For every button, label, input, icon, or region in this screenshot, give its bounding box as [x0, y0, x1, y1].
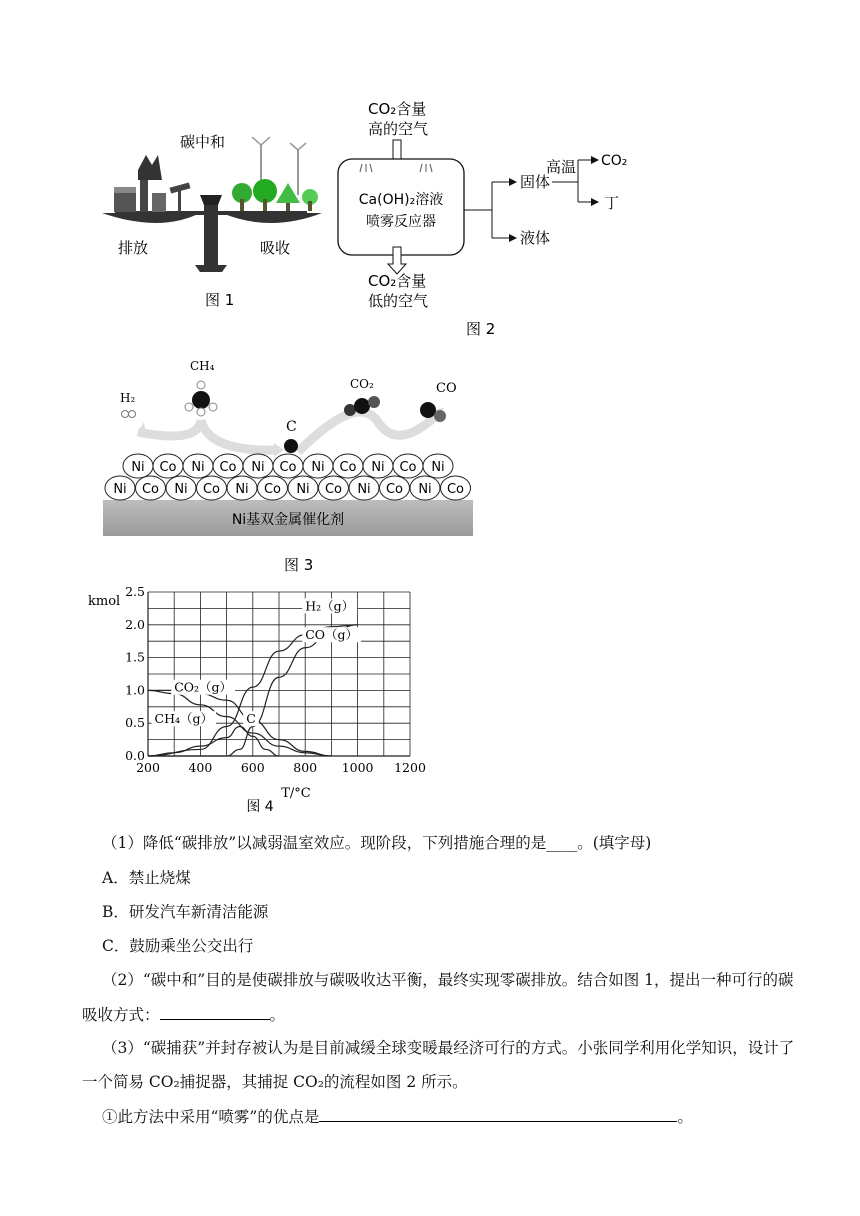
- arc-to-h2: [138, 420, 201, 436]
- fig3-h2: H₂: [120, 391, 136, 405]
- atom-label: Co: [141, 482, 160, 497]
- atom-label: Co: [202, 482, 221, 497]
- fig2-reactor-line2: 喷雾反应器: [366, 214, 436, 230]
- q3-sub1-answer-blank[interactable]: [319, 1105, 677, 1122]
- x-tick-label: 1200: [394, 760, 426, 775]
- left-pan: [102, 213, 200, 223]
- q1-option-a: A．禁止烧煤: [102, 869, 191, 887]
- y-tick-label: 1.0: [125, 682, 145, 698]
- q2-line2: [82, 1003, 812, 1026]
- atom-label: Co: [385, 482, 404, 497]
- atom-label: Co: [159, 460, 177, 475]
- atom-label: Co: [279, 460, 297, 475]
- fig3-co2: CO₂: [350, 377, 374, 391]
- y-tick-label: 2.0: [125, 616, 145, 632]
- q1-option-c: C．鼓励乘坐公交出行: [102, 937, 254, 955]
- arc-to-co: [298, 412, 438, 452]
- q1-stem: （1）降低“碳排放”以减弱温室效应。现阶段，下列措施合理的是____。(填字母): [102, 834, 652, 852]
- q2-line1: （2）“碳中和”目的是使碳排放与碳吸收达平衡，最终实现零碳排放。结合如图 1，提出一种可行的碳: [102, 971, 794, 989]
- atom-label: Ni: [251, 460, 265, 475]
- figure-3-catalyst: [98, 352, 478, 577]
- fig2-solid: 固体: [520, 173, 551, 191]
- chart-grid: [148, 592, 410, 756]
- figure-1-balance: [100, 125, 330, 320]
- atom-label: Ni: [235, 482, 249, 497]
- atom-label: Co: [219, 460, 237, 475]
- y-tick-label: 2.5: [125, 584, 145, 599]
- x-tick-label: 800: [293, 760, 318, 775]
- fig2-reactor-line1: Ca(OH)₂溶液: [358, 192, 444, 208]
- chart-ylabel: kmol: [88, 594, 121, 609]
- right-pan: [222, 213, 322, 223]
- atom-label: Ni: [311, 460, 325, 475]
- ch4-molecule-icon: [185, 381, 217, 416]
- atom-label: Ni: [371, 460, 385, 475]
- series-label-0: H₂（g）: [305, 598, 355, 614]
- fig2-product2: 丁: [604, 194, 620, 212]
- chart-caption: 图 4: [246, 799, 274, 815]
- q3-sub1-prefix: ①此方法中采用“喷雾”的优点是: [102, 1108, 320, 1126]
- atom-bottom-row: [105, 476, 471, 500]
- atom-label: Ni: [357, 482, 371, 497]
- fig2-product1: CO₂: [601, 153, 628, 169]
- atom-label: Co: [263, 482, 282, 497]
- fig2-input-line2: 高的空气: [368, 120, 429, 138]
- q2-prefix: 吸收方式：: [82, 1006, 160, 1024]
- atom-label: Ni: [131, 460, 145, 475]
- atom-label: Co: [446, 482, 465, 497]
- carbon-atom-icon: [284, 439, 298, 453]
- arc-to-c: [201, 420, 278, 450]
- x-tick-label: 600: [240, 760, 265, 775]
- series-label-2: CO₂（g）: [174, 679, 233, 695]
- fig1-caption: 图 1: [205, 291, 235, 309]
- atom-top-row: [123, 454, 453, 478]
- fig3-ch4: CH₄: [190, 359, 215, 373]
- x-tick-label: 200: [136, 760, 160, 775]
- q3-line1: （3）“碳捕获”并封存被认为是目前减缓全球变暖最经济可行的方式。小张同学利用化学知识，设计了: [102, 1039, 795, 1057]
- x-tick-label: 1000: [341, 760, 374, 775]
- atom-label: Co: [399, 460, 417, 475]
- factory-icon: [114, 155, 190, 212]
- series-label-1: CO（g）: [305, 627, 359, 643]
- fig3-catalyst-label: Ni基双金属催化剂: [231, 512, 345, 528]
- figure-2-flow: [330, 92, 650, 342]
- fig2-caption: 图 2: [466, 320, 496, 338]
- atom-label: Ni: [191, 460, 205, 475]
- fig1-left-label: 排放: [118, 239, 149, 257]
- fig3-c: C: [286, 419, 297, 435]
- q3-line2: 一个简易 CO₂捕捉器，其捕捉 CO₂的流程如图 2 所示。: [82, 1073, 468, 1091]
- q3-sub1: [102, 1105, 832, 1128]
- atom-label: Co: [324, 482, 343, 497]
- balance-base: [195, 265, 227, 272]
- y-tick-label: 1.5: [125, 649, 145, 665]
- figure-4-chart: [80, 580, 440, 820]
- fig3-co: CO: [436, 381, 457, 396]
- series-label-4: C: [246, 711, 256, 727]
- series-label-3: CH₄（g）: [154, 711, 214, 727]
- q3-sub1-suffix: 。: [677, 1108, 693, 1126]
- q2-suffix: 。: [269, 1006, 286, 1024]
- fig2-condition: 高温: [546, 158, 577, 176]
- atom-label: Ni: [113, 482, 127, 497]
- atom-label: Ni: [418, 482, 432, 497]
- q2-answer-blank[interactable]: [160, 1003, 270, 1020]
- q1-option-b: B．研发汽车新清洁能源: [102, 903, 269, 921]
- chart-xlabel: T/°C: [281, 786, 311, 801]
- fig2-output-line1: CO₂含量: [368, 272, 427, 290]
- fig2-liquid: 液体: [520, 229, 551, 247]
- trees-icon: [232, 137, 318, 211]
- h2-molecule-icon: [122, 411, 136, 418]
- fig2-output-line2: 低的空气: [368, 292, 429, 310]
- y-tick-label: 0.0: [125, 748, 145, 763]
- fig1-title: 碳中和: [180, 133, 226, 151]
- atom-label: Ni: [174, 482, 188, 497]
- y-tick-label: 0.5: [125, 715, 145, 731]
- atom-label: Co: [339, 460, 357, 475]
- fig1-right-label: 吸收: [260, 239, 291, 257]
- x-tick-label: 400: [188, 760, 213, 775]
- fig2-input-line1: CO₂含量: [368, 100, 427, 118]
- series-line-4: [148, 726, 279, 756]
- fig3-caption: 图 3: [284, 556, 314, 574]
- atom-label: Ni: [431, 460, 445, 475]
- balance-pivot: [200, 195, 222, 205]
- atom-label: Ni: [296, 482, 310, 497]
